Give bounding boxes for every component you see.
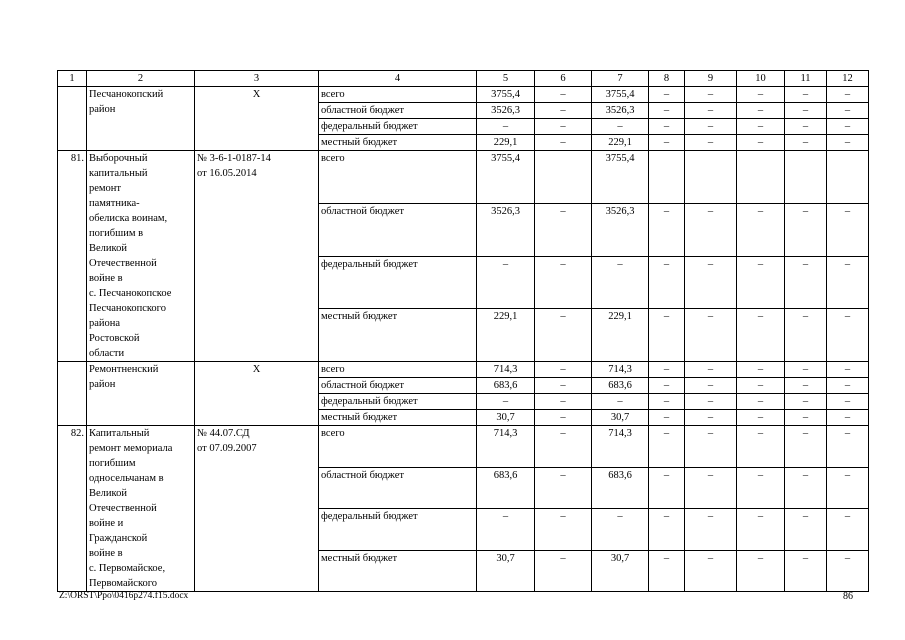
header-cell: 9: [685, 71, 737, 87]
value-cell-c8: –: [649, 378, 685, 394]
name-line: Песчанокопский: [89, 89, 164, 100]
value-cell-c5: 30,7: [477, 550, 535, 592]
name-line: погибшим: [89, 458, 136, 469]
value-cell-c10: –: [737, 467, 785, 509]
header-cell: 2: [87, 71, 195, 87]
value-cell-c11: –: [785, 426, 827, 468]
value-cell-c9: –: [685, 203, 737, 256]
value-cell-c7: –: [592, 256, 649, 309]
value-cell-c6: [535, 151, 592, 204]
value-cell-c5: –: [477, 256, 535, 309]
name-line: Отечественной: [89, 503, 157, 514]
header-cell: 12: [827, 71, 869, 87]
name-line: области: [89, 348, 125, 359]
value-cell-c8: –: [649, 426, 685, 468]
document-line: № 44.07.СД: [197, 428, 250, 439]
value-cell-c8: –: [649, 509, 685, 551]
funding-source-cell: федеральный бюджет: [319, 509, 477, 551]
name-line: район: [89, 379, 116, 390]
value-cell-c8: –: [649, 87, 685, 103]
document-line: от 07.09.2007: [197, 443, 257, 454]
value-cell-c7: 3526,3: [592, 103, 649, 119]
value-cell-c7: –: [592, 509, 649, 551]
funding-source-cell: федеральный бюджет: [319, 256, 477, 309]
value-cell-c7: 714,3: [592, 426, 649, 468]
value-cell-c7: 3755,4: [592, 87, 649, 103]
value-cell-c10: –: [737, 87, 785, 103]
value-cell-c9: –: [685, 426, 737, 468]
header-cell: 3: [195, 71, 319, 87]
name-line: Великой: [89, 488, 127, 499]
value-cell-c7: 683,6: [592, 467, 649, 509]
header-cell: 8: [649, 71, 685, 87]
name-line: района: [89, 318, 121, 329]
header-cell: 11: [785, 71, 827, 87]
name-line: односельчанам в: [89, 473, 164, 484]
name-line: погибшим в: [89, 228, 144, 239]
name-line: Первомайского: [89, 578, 158, 589]
value-cell-c7: –: [592, 119, 649, 135]
value-cell-c11: –: [785, 509, 827, 551]
budget-table: [57, 70, 869, 592]
value-cell-c11: –: [785, 135, 827, 151]
funding-source-cell: всего: [319, 87, 477, 103]
value-cell-c5: 229,1: [477, 309, 535, 362]
value-cell-c10: –: [737, 362, 785, 378]
value-cell-c9: –: [685, 119, 737, 135]
object-name-cell: [87, 426, 195, 592]
value-cell-c11: –: [785, 410, 827, 426]
value-cell-c7: 3755,4: [592, 151, 649, 204]
value-cell-c6: –: [535, 362, 592, 378]
value-cell-c12: –: [827, 378, 869, 394]
value-cell-c6: –: [535, 87, 592, 103]
value-cell-c7: 30,7: [592, 550, 649, 592]
value-cell-c6: –: [535, 410, 592, 426]
value-cell-c11: –: [785, 394, 827, 410]
funding-source-cell: местный бюджет: [319, 309, 477, 362]
footer-page-number: 86: [843, 591, 853, 602]
value-cell-c11: –: [785, 309, 827, 362]
funding-source-cell: всего: [319, 426, 477, 468]
table-row: [58, 362, 869, 378]
value-cell-c10: –: [737, 426, 785, 468]
value-cell-c10: –: [737, 119, 785, 135]
value-cell-c8: –: [649, 135, 685, 151]
value-cell-c9: –: [685, 135, 737, 151]
value-cell-c12: –: [827, 203, 869, 256]
value-cell-c9: –: [685, 410, 737, 426]
funding-source-cell: областной бюджет: [319, 378, 477, 394]
value-cell-c5: –: [477, 509, 535, 551]
value-cell-c8: –: [649, 550, 685, 592]
value-cell-c10: –: [737, 550, 785, 592]
value-cell-c5: 3755,4: [477, 87, 535, 103]
value-cell-c10: –: [737, 309, 785, 362]
value-cell-c12: –: [827, 309, 869, 362]
header-cell: 4: [319, 71, 477, 87]
value-cell-c12: –: [827, 135, 869, 151]
value-cell-c8: –: [649, 256, 685, 309]
value-cell-c8: –: [649, 394, 685, 410]
name-line: Гражданской: [89, 533, 148, 544]
value-cell-c10: –: [737, 203, 785, 256]
funding-source-cell: всего: [319, 362, 477, 378]
value-cell-c5: 714,3: [477, 362, 535, 378]
name-line: с. Первомайское,: [89, 563, 166, 574]
item-number-cell: [58, 87, 87, 151]
name-line: ремонт: [89, 183, 122, 194]
name-line: Отечественной: [89, 258, 157, 269]
header-cell: 6: [535, 71, 592, 87]
value-cell-c10: [737, 151, 785, 204]
value-cell-c8: –: [649, 103, 685, 119]
item-number-cell: [58, 362, 87, 426]
name-line: Ростовской: [89, 333, 140, 344]
name-line: войне в: [89, 548, 123, 559]
value-cell-c5: 229,1: [477, 135, 535, 151]
value-cell-c11: –: [785, 378, 827, 394]
table-row: [58, 151, 869, 204]
value-cell-c11: –: [785, 203, 827, 256]
value-cell-c9: –: [685, 103, 737, 119]
name-line: войне в: [89, 273, 123, 284]
value-cell-c8: –: [649, 119, 685, 135]
header-cell: 7: [592, 71, 649, 87]
value-cell-c8: –: [649, 309, 685, 362]
value-cell-c5: –: [477, 119, 535, 135]
document-cell: [195, 426, 319, 592]
value-cell-c9: –: [685, 87, 737, 103]
value-cell-c6: –: [535, 550, 592, 592]
value-cell-c9: –: [685, 309, 737, 362]
value-cell-c5: 683,6: [477, 378, 535, 394]
value-cell-c10: –: [737, 509, 785, 551]
header-cell: 10: [737, 71, 785, 87]
value-cell-c11: –: [785, 467, 827, 509]
value-cell-c9: –: [685, 362, 737, 378]
value-cell-c11: –: [785, 550, 827, 592]
value-cell-c11: –: [785, 103, 827, 119]
footer-file-path: Z:\ORST\Ppo\0416p274.f15.docx: [59, 591, 189, 601]
value-cell-c10: –: [737, 378, 785, 394]
value-cell-c12: [827, 151, 869, 204]
value-cell-c12: –: [827, 362, 869, 378]
item-number-cell: 81.: [58, 151, 87, 362]
name-line: войне и: [89, 518, 124, 529]
value-cell-c10: –: [737, 135, 785, 151]
name-line: с. Песчанокопское: [89, 288, 172, 299]
funding-source-cell: областной бюджет: [319, 203, 477, 256]
table-row: [58, 87, 869, 103]
value-cell-c5: 683,6: [477, 467, 535, 509]
name-line: Ремонтненский: [89, 364, 159, 375]
value-cell-c12: –: [827, 426, 869, 468]
value-cell-c7: 3526,3: [592, 203, 649, 256]
value-cell-c8: –: [649, 362, 685, 378]
value-cell-c12: –: [827, 103, 869, 119]
value-cell-c11: –: [785, 119, 827, 135]
value-cell-c7: 683,6: [592, 378, 649, 394]
value-cell-c8: [649, 151, 685, 204]
document-cell: Х: [195, 87, 319, 151]
value-cell-c8: –: [649, 410, 685, 426]
value-cell-c9: –: [685, 256, 737, 309]
value-cell-c9: –: [685, 467, 737, 509]
value-cell-c11: –: [785, 362, 827, 378]
value-cell-c10: –: [737, 410, 785, 426]
funding-source-cell: местный бюджет: [319, 135, 477, 151]
value-cell-c9: –: [685, 394, 737, 410]
value-cell-c6: –: [535, 203, 592, 256]
value-cell-c6: –: [535, 135, 592, 151]
name-line: ремонт мемориала: [89, 443, 173, 454]
funding-source-cell: федеральный бюджет: [319, 394, 477, 410]
value-cell-c9: –: [685, 509, 737, 551]
value-cell-c12: –: [827, 256, 869, 309]
funding-source-cell: федеральный бюджет: [319, 119, 477, 135]
value-cell-c10: –: [737, 394, 785, 410]
funding-source-cell: всего: [319, 151, 477, 204]
value-cell-c6: –: [535, 256, 592, 309]
name-line: памятника-: [89, 198, 140, 209]
name-line: Великой: [89, 243, 127, 254]
value-cell-c8: –: [649, 203, 685, 256]
document-line: от 16.05.2014: [197, 168, 257, 179]
name-line: Песчанокопского: [89, 303, 166, 314]
value-cell-c6: –: [535, 467, 592, 509]
document-line: № 3-6-1-0187-14: [197, 153, 271, 164]
value-cell-c11: –: [785, 256, 827, 309]
funding-source-cell: областной бюджет: [319, 103, 477, 119]
value-cell-c12: –: [827, 509, 869, 551]
name-line: район: [89, 104, 116, 115]
value-cell-c5: 714,3: [477, 426, 535, 468]
funding-source-cell: местный бюджет: [319, 410, 477, 426]
value-cell-c6: –: [535, 119, 592, 135]
value-cell-c7: 229,1: [592, 309, 649, 362]
value-cell-c11: [785, 151, 827, 204]
value-cell-c6: –: [535, 103, 592, 119]
value-cell-c8: –: [649, 467, 685, 509]
value-cell-c6: –: [535, 509, 592, 551]
value-cell-c7: 30,7: [592, 410, 649, 426]
object-name-cell: [87, 151, 195, 362]
name-line: Капитальный: [89, 428, 150, 439]
value-cell-c12: –: [827, 87, 869, 103]
district-name-cell: [87, 362, 195, 426]
value-cell-c12: –: [827, 119, 869, 135]
value-cell-c6: –: [535, 378, 592, 394]
header-row: [58, 71, 869, 87]
value-cell-c10: –: [737, 256, 785, 309]
header-cell: 5: [477, 71, 535, 87]
name-line: капитальный: [89, 168, 148, 179]
value-cell-c5: 3526,3: [477, 103, 535, 119]
value-cell-c12: –: [827, 467, 869, 509]
value-cell-c6: –: [535, 394, 592, 410]
district-name-cell: [87, 87, 195, 151]
document-cell: Х: [195, 362, 319, 426]
value-cell-c5: 3755,4: [477, 151, 535, 204]
value-cell-c5: 3526,3: [477, 203, 535, 256]
value-cell-c9: –: [685, 378, 737, 394]
value-cell-c7: 714,3: [592, 362, 649, 378]
header-cell: 1: [58, 71, 87, 87]
value-cell-c12: –: [827, 394, 869, 410]
value-cell-c5: 30,7: [477, 410, 535, 426]
section-body: [58, 87, 869, 592]
value-cell-c7: 229,1: [592, 135, 649, 151]
name-line: Выборочный: [89, 153, 148, 164]
value-cell-c9: –: [685, 550, 737, 592]
value-cell-c9: [685, 151, 737, 204]
funding-source-cell: областной бюджет: [319, 467, 477, 509]
document-cell: [195, 151, 319, 362]
value-cell-c12: –: [827, 410, 869, 426]
funding-source-cell: местный бюджет: [319, 550, 477, 592]
table-row: [58, 426, 869, 468]
item-number-cell: 82.: [58, 426, 87, 592]
value-cell-c6: –: [535, 426, 592, 468]
name-line: обелиска воинам,: [89, 213, 168, 224]
value-cell-c12: –: [827, 550, 869, 592]
value-cell-c6: –: [535, 309, 592, 362]
value-cell-c11: –: [785, 87, 827, 103]
value-cell-c7: –: [592, 394, 649, 410]
value-cell-c5: –: [477, 394, 535, 410]
value-cell-c10: –: [737, 103, 785, 119]
